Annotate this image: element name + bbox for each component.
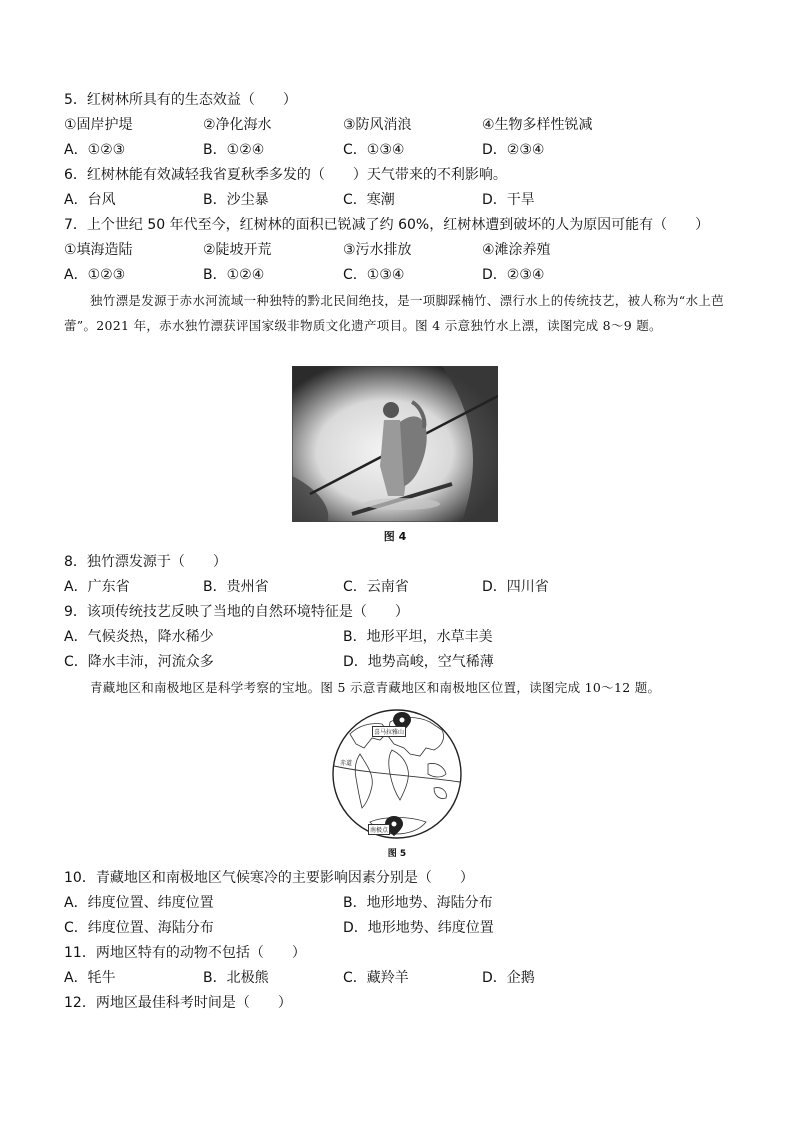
q8-stem: 8．独竹漂发源于（ ）	[64, 554, 227, 570]
q11-option-d: D．企鹅	[482, 970, 535, 986]
q7-item-1: ①填海造陆	[64, 242, 133, 258]
q8-option-a: A．广东省	[64, 579, 130, 595]
q8-option-b: B．贵州省	[203, 579, 269, 595]
q8-option-c: C．云南省	[343, 579, 409, 595]
q11-option-a: A．牦牛	[64, 970, 116, 986]
q7-stem: 7．上个世纪 50 年代至今，红树林的面积已锐减了约 60%，红树林遭到破坏的人为原因可能有（ ）	[64, 217, 710, 233]
globe-map	[330, 704, 465, 844]
q5-option-b: B．①②④	[203, 142, 265, 158]
figure-4-caption: 图 4	[383, 530, 407, 543]
q10-option-c: C．纬度位置、海陆分布	[64, 920, 214, 936]
q7-item-3: ③污水排放	[343, 242, 412, 258]
label-south-pole: 南极点	[368, 824, 390, 835]
q5-option-c: C．①③④	[343, 142, 405, 158]
q7-option-b: B．①②④	[203, 267, 265, 283]
q10-option-d: D．地形地势、纬度位置	[343, 920, 494, 936]
q11-stem: 11．两地区特有的动物不包括（ ）	[64, 945, 306, 961]
label-himalaya: 喜马拉雅山	[372, 726, 406, 737]
q7-option-a: A．①②③	[64, 267, 126, 283]
q11-option-c: C．藏羚羊	[343, 970, 409, 986]
q5-option-a: A．①②③	[64, 142, 126, 158]
q6-stem: 6．红树林能有效减轻我省夏秋季多发的（ ）天气带来的不利影响。	[64, 167, 507, 183]
q9-option-c: C．降水丰沛，河流众多	[64, 654, 214, 670]
q11-option-b: B．北极熊	[203, 970, 269, 986]
q8-option-d: D．四川省	[482, 579, 549, 595]
q5-item-2: ②净化海水	[203, 117, 272, 133]
q10-option-b: B．地形地势、海陆分布	[343, 895, 493, 911]
q7-item-4: ④滩涂养殖	[482, 242, 551, 258]
q10-option-a: A．纬度位置、纬度位置	[64, 895, 214, 911]
q6-option-c: C．寒潮	[343, 192, 395, 208]
figure-5-globe	[330, 704, 465, 844]
passage-tibet-antarctica-text: 青藏地区和南极地区是科学考察的宝地。图 5 示意青藏地区和南极地区位置，读图完成 10～12 题。	[90, 680, 661, 695]
q7-item-2: ②陡坡开荒	[203, 242, 272, 258]
bamboo-rafting-photo	[292, 366, 498, 522]
q5-item-4: ④生物多样性锐减	[482, 117, 593, 133]
q6-option-d: D．干旱	[482, 192, 535, 208]
q5-option-d: D．②③④	[482, 142, 545, 158]
q12-stem: 12．两地区最佳科考时间是（ ）	[64, 995, 292, 1011]
q5-item-3: ③防风消浪	[343, 117, 412, 133]
q7-option-c: C．①③④	[343, 267, 405, 283]
q9-option-b: B．地形平坦，水草丰美	[343, 629, 493, 645]
q7-option-d: D．②③④	[482, 267, 545, 283]
q9-option-a: A．气候炎热，降水稀少	[64, 629, 214, 645]
q10-stem: 10．青藏地区和南极地区气候寒冷的主要影响因素分别是（ ）	[64, 870, 474, 886]
figure-5-caption: 图 5	[387, 849, 407, 859]
q5-stem: 5．红树林所具有的生态效益（ ）	[64, 92, 297, 108]
passage-dubamboo-text: 独竹漂是发源于赤水河流域一种独特的黔北民间绝技，是一项脚踩楠竹、漂行水上的传统技艺，被人称为“水上芭蕾”。2021 年，赤水独竹漂获评国家级非物质文化遗产项目。图 4 示意独竹水上漂，读图完成 8～9 题。	[64, 293, 724, 333]
q6-option-b: B．沙尘暴	[203, 192, 269, 208]
passage-dubamboo	[64, 288, 734, 338]
q9-option-d: D．地势高峻，空气稀薄	[343, 654, 494, 670]
q5-item-1: ①固岸护堤	[64, 117, 133, 133]
q6-option-a: A．台风	[64, 192, 116, 208]
label-equator: 赤道	[340, 760, 353, 767]
q9-stem: 9．该项传统技艺反映了当地的自然环境特征是（ ）	[64, 604, 409, 620]
figure-4-photo	[292, 366, 498, 522]
passage-tibet-antarctica	[64, 675, 734, 700]
